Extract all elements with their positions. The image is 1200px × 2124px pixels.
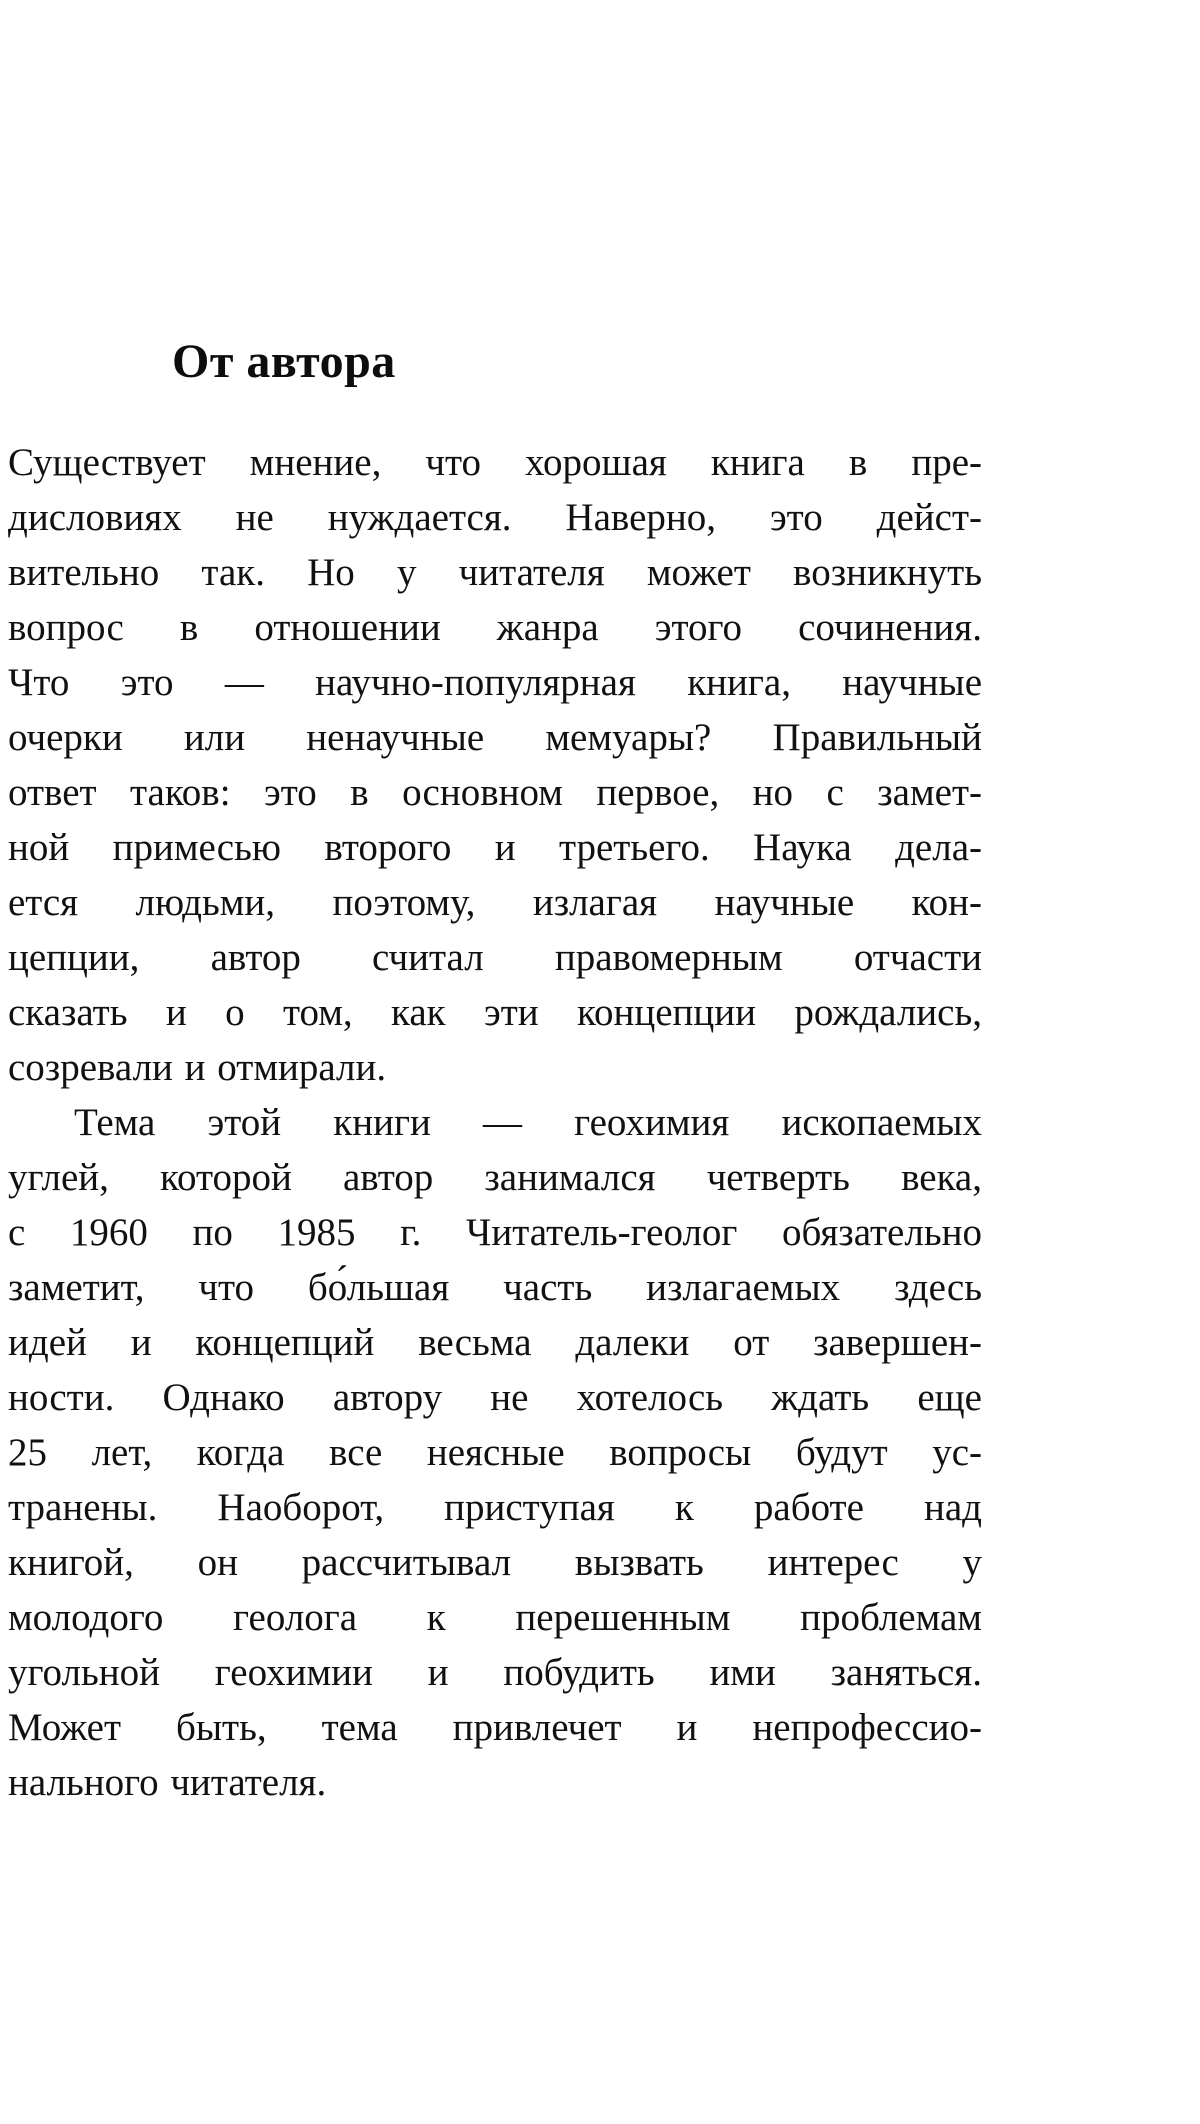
text-line: идей и концепций весьма далеки от завершен- <box>8 1321 982 1364</box>
text-line: очерки или ненаучные мемуары? Правильный <box>8 716 982 759</box>
text-line: созревали и отмирали. <box>8 1046 387 1089</box>
text-line: Что это — научно-популярная книга, научные <box>8 661 982 704</box>
paragraph <box>8 435 982 1095</box>
text-line: нального читателя. <box>8 1761 327 1804</box>
text-line: дисловиях не нуждается. Наверно, это дейст- <box>8 496 982 539</box>
text-line: вительно так. Но у читателя может возникнуть <box>8 551 982 594</box>
text-line: ется людьми, поэтому, излагая научные кон- <box>8 881 982 924</box>
text-line: с 1960 по 1985 г. Читатель-геолог обязательно <box>8 1211 982 1254</box>
text-line: сказать и о том, как эти концепции рождались, <box>8 991 982 1034</box>
text-line: углей, которой автор занимался четверть века, <box>8 1156 982 1199</box>
text-line: Существует мнение, что хорошая книга в пре- <box>8 441 982 484</box>
section-heading: От автора <box>172 335 396 388</box>
text-line: молодого геолога к перешенным проблемам <box>8 1596 982 1639</box>
text-line: Может быть, тема привлечет и непрофессио- <box>8 1706 982 1749</box>
text-line: транены. Наоборот, приступая к работе над <box>8 1486 982 1529</box>
text-line: 25 лет, когда все неясные вопросы будут ус- <box>8 1431 982 1474</box>
paragraph <box>8 1095 982 1810</box>
text-line: Тема этой книги — геохимия ископаемых <box>74 1101 982 1144</box>
text-line: ной примесью второго и третьего. Наука дела- <box>8 826 982 869</box>
text-line: вопрос в отношении жанра этого сочинения. <box>8 606 982 649</box>
text-line: заметит, что бо́льшая часть излагаемых здесь <box>8 1266 982 1309</box>
body-text <box>8 435 982 1810</box>
text-line: книгой, он рассчитывал вызвать интерес у <box>8 1541 982 1584</box>
text-line: цепции, автор считал правомерным отчасти <box>8 936 982 979</box>
text-line: угольной геохимии и побудить ими заняться. <box>8 1651 982 1694</box>
text-line: ности. Однако автору не хотелось ждать еще <box>8 1376 982 1419</box>
text-line: ответ таков: это в основном первое, но с замет- <box>8 771 982 814</box>
